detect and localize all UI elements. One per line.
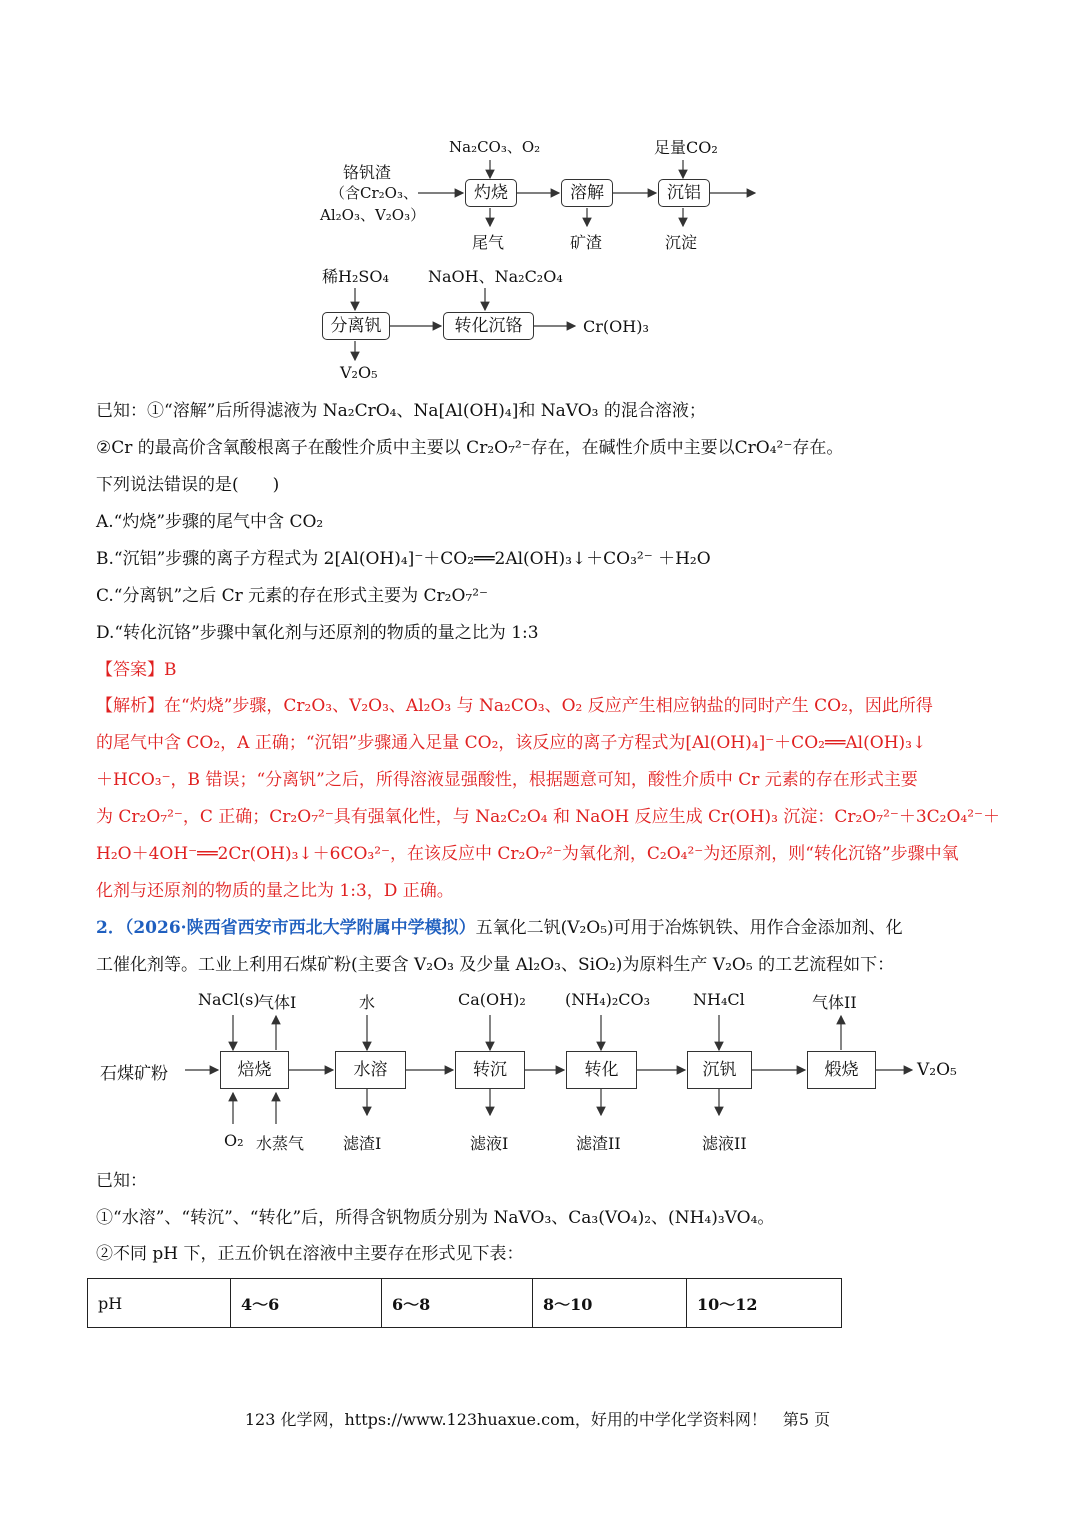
raw-material-composition: （含Cr₂O₃、 <box>330 184 418 202</box>
roast-input-label: Na₂CO₃、O₂ <box>449 138 541 156</box>
output-residue-1: 滤渣I <box>343 1134 382 1153</box>
output-filtrate-2: 滤液II <box>702 1134 747 1153</box>
option-d: D.“转化沉铬”步骤中氧化剂与还原剂的物质的量之比为 1:3 <box>96 623 539 643</box>
raw-material-composition-2: Al₂O₃、V₂O₃） <box>320 206 426 224</box>
answer: 【答案】B <box>96 660 177 680</box>
input-steam: 水蒸气 <box>256 1134 305 1153</box>
question-number: 2． <box>96 918 125 938</box>
step-transfer-precip: 转沉 <box>455 1051 525 1089</box>
al-input-label: 足量CO₂ <box>654 138 718 157</box>
input-nacl: NaCl(s) <box>198 990 260 1009</box>
conv-output-label: Cr(OH)₃ <box>583 317 649 336</box>
step-precip-v: 沉钒 <box>687 1051 752 1089</box>
conv-input-label: NaOH、Na₂C₂O₄ <box>428 267 563 286</box>
explanation-line-6: 化剂与还原剂的物质的量之比为 1:3，D 正确。 <box>96 881 454 901</box>
product-v2o5: V₂O₅ <box>917 1060 957 1080</box>
option-a: A.“灼烧”步骤的尾气中含 CO₂ <box>96 512 324 532</box>
page-footer: 123 化学网，https://www.123huaxue.com，好用的中学化学资料网！ 第5 页 <box>244 1410 831 1429</box>
question-stem: 下列说法错误的是( ) <box>96 475 280 495</box>
explanation-line-3: ＋HCO₃⁻，B 错误；“分离钒”之后，所得溶液显强酸性，根据题意可知，酸性介质中 Cr 元素的存在形式主要 <box>96 770 918 790</box>
table-cell-range: 8～10 <box>533 1279 687 1328</box>
input-caoh2: Ca(OH)₂ <box>458 990 526 1009</box>
table-cell-range: 10～12 <box>687 1279 842 1328</box>
step-roast-2: 焙烧 <box>220 1051 289 1089</box>
step-water-dissolve: 水溶 <box>335 1051 406 1089</box>
explanation-line-2: 的尾气中含 CO₂，A 正确；“沉铝”步骤通入足量 CO₂，该反应的离子方程式为[Al(OH)₄]⁻＋CO₂══Al(OH)₃↓ <box>96 733 927 753</box>
question-source: （2026·陕西省西安市西北大学附属中学模拟） <box>124 918 476 938</box>
question-2-stem-2: 工催化剂等。工业上利用石煤矿粉(主要含 V₂O₃ 及少量 Al₂O₃、SiO₂)为原料生产 V₂O₅ 的工艺流程如下： <box>96 955 895 975</box>
raw-material-label: 铬钒渣 <box>343 163 392 182</box>
input-o2: O₂ <box>224 1131 244 1150</box>
step-convert-cr: 转化沉铬 <box>443 312 534 340</box>
dissolve-output-label: 矿渣 <box>570 233 603 252</box>
step-separate-v: 分离钒 <box>322 312 390 340</box>
sep-output-label: V₂O₅ <box>340 363 378 382</box>
step-convert: 转化 <box>566 1051 637 1089</box>
known-condition-2: ②Cr 的最高价含氧酸根离子在酸性介质中主要以 Cr₂O₇²⁻存在，在碱性介质中主要以CrO₄²⁻存在。 <box>96 438 844 458</box>
known-condition-q2-2: ②不同 pH 下，正五价钒在溶液中主要存在形式见下表： <box>96 1244 524 1264</box>
input-water: 水 <box>359 993 376 1012</box>
table-cell-range: 4～6 <box>231 1279 382 1328</box>
step-roast: 灼烧 <box>465 179 517 207</box>
table-cell-ph: pH <box>88 1279 231 1328</box>
option-b: B.“沉铝”步骤的离子方程式为 2[Al(OH)₄]⁻＋CO₂══2Al(OH)₃↓＋CO₃²⁻ ＋H₂O <box>96 549 711 569</box>
table-cell-range: 6～8 <box>382 1279 533 1328</box>
gas-2-label: 气体II <box>812 993 857 1012</box>
step-dissolve: 溶解 <box>561 179 613 207</box>
step-precipitate-al: 沉铝 <box>658 179 710 207</box>
al-output-label: 沉淀 <box>665 233 698 252</box>
known-condition-1: 已知：①“溶解”后所得滤液为 Na₂CrO₄、Na[Al(OH)₄]和 NaVO₃ 的混合溶液； <box>96 401 706 421</box>
step-calcine: 煅烧 <box>807 1051 876 1089</box>
table-row <box>88 1279 842 1328</box>
explanation-line-1: 【解析】在“灼烧”步骤，Cr₂O₃、V₂O₃、Al₂O₃ 与 Na₂CO₃、O₂ 反应产生相应钠盐的同时产生 CO₂，因此所得 <box>96 696 933 716</box>
known-label: 已知： <box>96 1171 147 1191</box>
input-nh4cl: NH₄Cl <box>693 990 745 1009</box>
gas-1-label: 气体I <box>258 993 297 1012</box>
option-c: C.“分离钒”之后 Cr 元素的存在形式主要为 Cr₂O₇²⁻ <box>96 586 489 606</box>
input-nh4-2co3: (NH₄)₂CO₃ <box>565 990 651 1009</box>
roast-output-label: 尾气 <box>472 233 505 252</box>
raw-material-stone-coal: 石煤矿粉 <box>100 1064 168 1084</box>
sep-input-label: 稀H₂SO₄ <box>322 267 389 286</box>
output-filtrate-1: 滤液I <box>470 1134 509 1153</box>
output-residue-2: 滤渣II <box>576 1134 621 1153</box>
explanation-line-5: H₂O＋4OH⁻══2Cr(OH)₃↓＋6CO₃²⁻，在该反应中 Cr₂O₇²⁻为氧化剂，C₂O₄²⁻为还原剂，则“转化沉铬”步骤中氧 <box>96 844 959 864</box>
ph-table <box>87 1278 842 1328</box>
known-condition-q2-1: ①“水溶”、“转沉”、“转化”后，所得含钒物质分别为 NaVO₃、Ca₃(VO₄)₂、(NH₄)₃VO₄。 <box>96 1208 775 1228</box>
question-2-stem-1: 五氧化二钒(V₂O₅)可用于冶炼钒铁、用作合金添加剂、化 <box>475 918 903 938</box>
explanation-line-4: 为 Cr₂O₇²⁻，C 正确；Cr₂O₇²⁻具有强氧化性，与 Na₂C₂O₄ 和 NaOH 反应生成 Cr(OH)₃ 沉淀：Cr₂O₇²⁻＋3C₂O₄²⁻＋ <box>96 807 1001 827</box>
